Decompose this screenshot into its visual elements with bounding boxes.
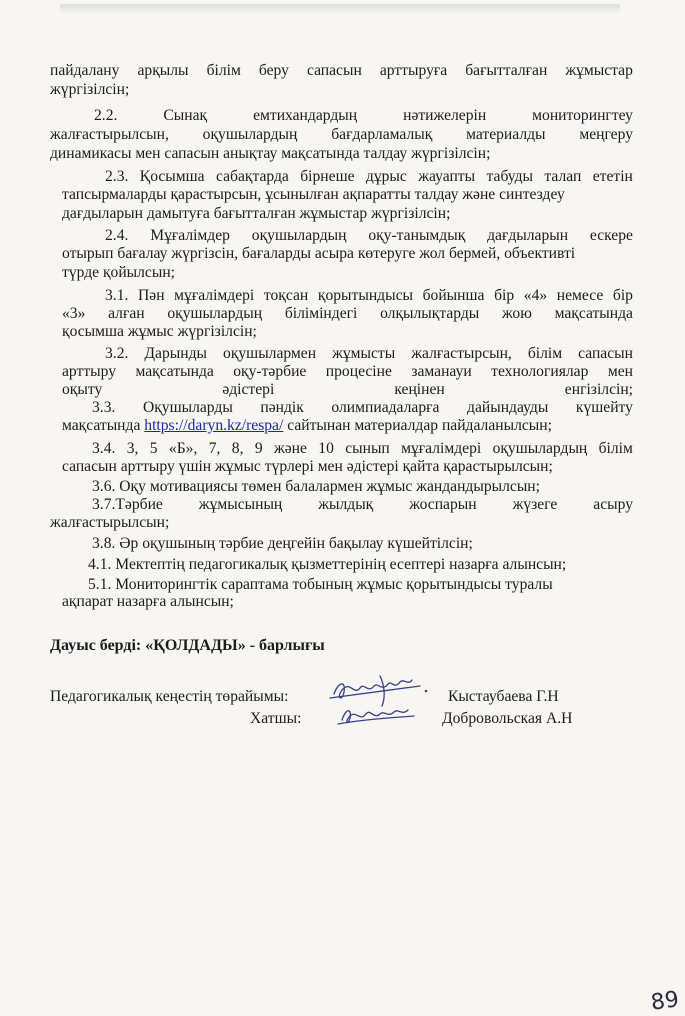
word: арқылы bbox=[137, 62, 189, 79]
item-3-1-line-1 bbox=[105, 287, 633, 305]
word: әдістері bbox=[222, 381, 275, 398]
item-2-4-line-3: түрде қойылсын; bbox=[62, 264, 176, 281]
word: жалғастырылсын, bbox=[50, 126, 169, 143]
word: бойынша bbox=[422, 287, 485, 304]
word: бірнеше bbox=[300, 168, 355, 185]
word: Пән bbox=[138, 287, 165, 304]
item-3-4-line-2: сапасын арттыру үшін жұмыс түрлері мен әдістері қайта қарастырылсын; bbox=[62, 458, 553, 475]
word: нәтижелерін bbox=[403, 107, 487, 124]
word: бір bbox=[494, 287, 515, 304]
word: жалғастырсын, bbox=[411, 345, 512, 362]
word: табуды bbox=[486, 168, 534, 185]
bleed-through-shadow bbox=[60, 4, 620, 14]
word: сапасын bbox=[306, 62, 362, 79]
item-3-2-line-3 bbox=[62, 381, 633, 399]
item-2-3-line-2: тапсырмаларды қарастырсын, ұсынылған ақпаратты талдау және синтездеу bbox=[62, 186, 565, 203]
word: 10 bbox=[318, 440, 334, 457]
word: дайындауды bbox=[467, 399, 549, 416]
item-3-1-line-2 bbox=[62, 305, 633, 323]
item-2-2-line-2 bbox=[50, 126, 633, 144]
word: жою bbox=[502, 305, 532, 322]
word: біліміндегі bbox=[284, 305, 358, 322]
word: жүзеге bbox=[512, 496, 558, 513]
word: мақсатында bbox=[135, 363, 214, 380]
word: арттыруға bbox=[379, 62, 448, 79]
word: Қосымша bbox=[139, 168, 205, 185]
word: материалды bbox=[466, 126, 546, 143]
item-2-3-line-3: дағдыларын дамытуға бағытталған жұмыстар жүргізілсін; bbox=[62, 205, 451, 222]
word: бағдарламалық bbox=[331, 126, 433, 143]
word: 3, bbox=[126, 440, 139, 457]
word: 7, bbox=[208, 440, 221, 457]
word: 8, bbox=[231, 440, 244, 457]
item-3-7-line-1 bbox=[92, 496, 633, 514]
word: 3.4. bbox=[92, 440, 116, 457]
secretary-label: Хатшы: bbox=[250, 710, 302, 727]
word: дағдыларын bbox=[487, 227, 569, 244]
word: сапасын bbox=[578, 345, 633, 362]
item-3-4-line-1 bbox=[92, 440, 633, 458]
word: Мұғалімдер bbox=[150, 227, 230, 244]
word: 3.7.Тәрбие bbox=[92, 496, 163, 513]
word: Оқушыларды bbox=[142, 399, 233, 416]
word: 2.3. bbox=[105, 168, 129, 185]
word: оқу-тәрбие bbox=[233, 363, 307, 380]
word: оқушылармен bbox=[223, 345, 317, 362]
word: сабақтарда bbox=[215, 168, 289, 185]
word: және bbox=[273, 440, 307, 457]
item-3-7-line-2: жалғастырылсын; bbox=[50, 514, 170, 531]
word: немесе bbox=[556, 287, 604, 304]
word: олимпиадаларға bbox=[331, 399, 440, 416]
word: Сынақ bbox=[163, 107, 208, 124]
word: жауапты bbox=[418, 168, 476, 185]
item-3-8: 3.8. Әр оқушының тәрбие деңгейін бақылау күшейтілсін; bbox=[92, 535, 473, 552]
item-3-6: 3.6. Оқу мотивациясы төмен балалармен жұмыс жандандырылсын; bbox=[92, 478, 540, 495]
item-2-2-line-1 bbox=[94, 107, 633, 125]
word: бағытталған bbox=[465, 62, 548, 79]
word: меңгеру bbox=[579, 126, 633, 143]
item-2-3-line-1 bbox=[105, 168, 633, 186]
word: сынып bbox=[345, 440, 390, 457]
secretary-name: Добровольская А.Н bbox=[442, 710, 573, 727]
word: мен bbox=[607, 363, 633, 380]
word: тоқсан bbox=[263, 287, 309, 304]
word: беру bbox=[258, 62, 289, 79]
word: оқушылардың bbox=[202, 126, 298, 143]
word: күшейту bbox=[575, 399, 633, 416]
word: «3» bbox=[62, 305, 86, 322]
word: 2.4. bbox=[105, 227, 129, 244]
word: жұмыстар bbox=[565, 62, 633, 79]
item-2-2-line-3: динамикасы мен сапасын анықтау мақсатында талдау жүргізілсін; bbox=[50, 145, 491, 162]
word: алған bbox=[108, 305, 145, 322]
item-5-1-line-2: ақпарат назарға алынсын; bbox=[62, 593, 234, 610]
word: білім bbox=[206, 62, 241, 79]
text-fragment: мақсатында bbox=[62, 417, 141, 434]
word: оқушылардың bbox=[167, 305, 263, 322]
word: кеңінен bbox=[394, 381, 445, 398]
word: жұмысты bbox=[332, 345, 396, 362]
item-5-1-line-1: 5.1. Мониторингтік сараптама тобының жұмыс қорытындысы туралы bbox=[88, 576, 553, 593]
word: «Б», bbox=[168, 440, 198, 457]
word: 9 bbox=[254, 440, 263, 457]
item-3-2-line-2 bbox=[62, 363, 633, 381]
item-4-1: 4.1. Мектептің педагогикалық қызметтерінің есептері назарға алынсын; bbox=[88, 556, 567, 573]
vote-result: Дауыс берді: «ҚОЛДАДЫ» - барлығы bbox=[50, 637, 325, 654]
item-3-1-line-3: қосымша жұмыс жүргізілсін; bbox=[62, 323, 257, 340]
word: жұмысының bbox=[198, 496, 283, 513]
word: 5 bbox=[149, 440, 158, 457]
daryn-link[interactable]: https://daryn.kz/respa/ bbox=[144, 417, 284, 434]
word: бір bbox=[612, 287, 633, 304]
item-3-3-line-1 bbox=[92, 399, 633, 417]
word: қорытындысы bbox=[317, 287, 413, 304]
word: оқушылардың bbox=[251, 227, 347, 244]
word: оқу-танымдық bbox=[368, 227, 466, 244]
word: ескере bbox=[589, 227, 633, 244]
item-3-2-line-1 bbox=[105, 345, 633, 363]
word: пәндік bbox=[260, 399, 304, 416]
item-2-4-line-2: отырып бағалау жүргізсін, бағаларды асыра көтеруге жол бермей, объективті bbox=[62, 245, 576, 262]
word: Дарынды bbox=[144, 345, 207, 362]
word: пайдалану bbox=[50, 62, 120, 79]
word: ететін bbox=[592, 168, 633, 185]
word: асыру bbox=[593, 496, 633, 513]
word: мониторингтеу bbox=[532, 107, 633, 124]
word: олқылықтарды bbox=[380, 305, 480, 322]
word: заманауи bbox=[411, 363, 472, 380]
word: жылдық bbox=[318, 496, 374, 513]
word: мұғалімдері bbox=[174, 287, 255, 304]
item-3-3-line-2 bbox=[62, 417, 552, 435]
word: 3.3. bbox=[92, 399, 116, 416]
word: 3.1. bbox=[105, 287, 129, 304]
word: 2.2. bbox=[94, 107, 118, 124]
word: мақсатында bbox=[554, 305, 633, 322]
word: арттыру bbox=[62, 363, 117, 380]
word: процесіне bbox=[325, 363, 392, 380]
handwritten-signatures bbox=[320, 672, 430, 734]
page-corner-mark: 89 bbox=[649, 987, 681, 1016]
text-fragment: сайтынан материалдар пайдаланылсын; bbox=[287, 417, 552, 434]
word: енгізілсін; bbox=[564, 381, 633, 398]
word: 3.2. bbox=[105, 345, 129, 362]
item-2-4-line-1 bbox=[105, 227, 633, 245]
word: мұғалімдері bbox=[401, 440, 482, 457]
word: білім bbox=[598, 440, 633, 457]
word: оқыту bbox=[62, 381, 103, 398]
chair-label: Педагогикалық кеңестің төрайымы: bbox=[50, 688, 289, 705]
text-line bbox=[50, 62, 633, 80]
word: емтихандардың bbox=[253, 107, 358, 124]
word: технологиялар bbox=[491, 363, 589, 380]
word: «4» bbox=[523, 287, 548, 304]
word: талап bbox=[544, 168, 582, 185]
text-line: жүргізілсін; bbox=[50, 81, 130, 98]
word: білім bbox=[527, 345, 563, 362]
word: жоспарын bbox=[409, 496, 477, 513]
word: оқушылардың bbox=[492, 440, 588, 457]
word: дұрыс bbox=[365, 168, 407, 185]
chair-name: Кыстаубаева Г.Н bbox=[448, 688, 559, 705]
